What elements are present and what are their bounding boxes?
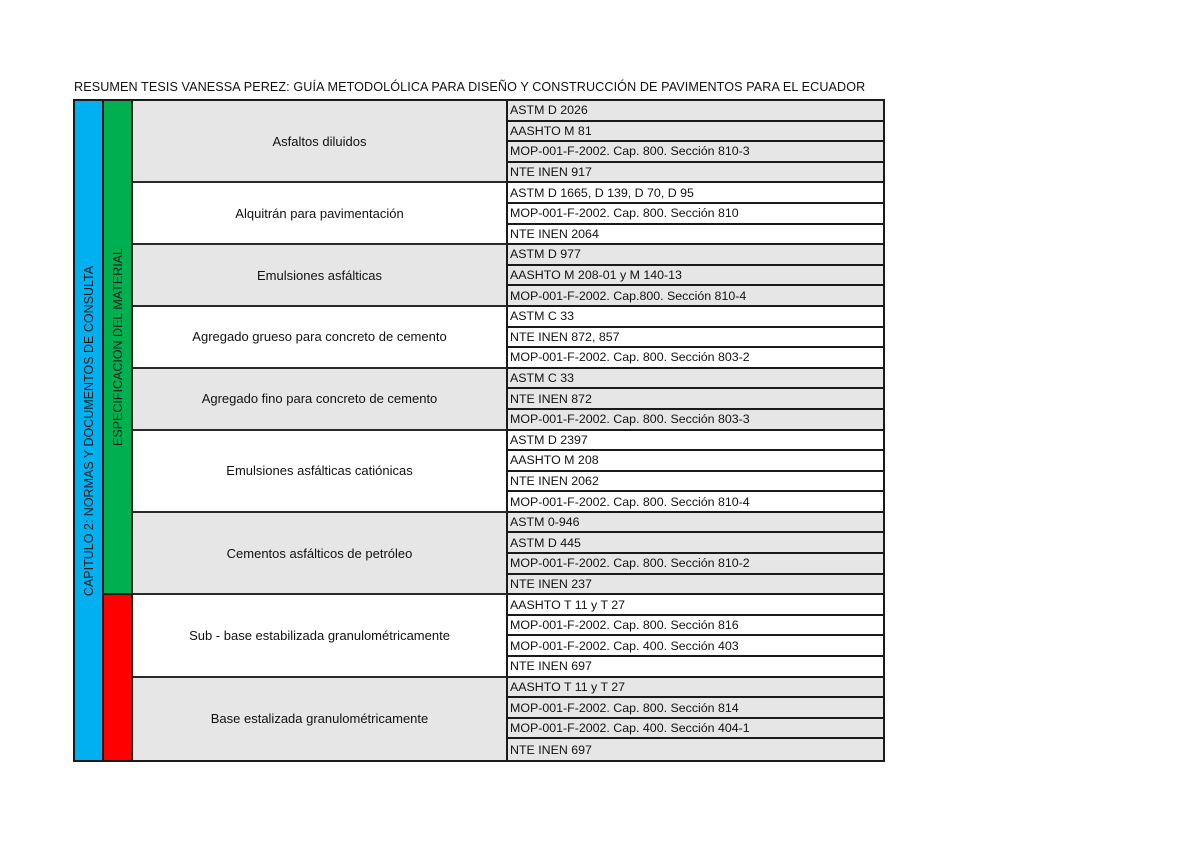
material-group — [133, 595, 508, 677]
material-name: Cementos asfálticos de petróleo — [226, 545, 413, 561]
norm-cell: MOP-001-F-2002. Cap. 800. Sección 803-2 — [508, 348, 883, 369]
norm-cell: ASTM D 1665, D 139, D 70, D 95 — [508, 183, 883, 204]
material-group — [133, 245, 508, 307]
section-other-column — [104, 595, 133, 760]
norm-cell: ASTM D 2026 — [508, 101, 883, 122]
material-group — [133, 431, 508, 513]
norm-cell: NTE INEN 697 — [508, 657, 883, 678]
norm-cell: ASTM D 445 — [508, 533, 883, 554]
norm-cell: MOP-001-F-2002. Cap.800. Sección 810-4 — [508, 286, 883, 307]
norm-cell: ASTM D 977 — [508, 245, 883, 266]
material-name: Alquitrán para pavimentación — [235, 205, 404, 221]
material-group — [133, 513, 508, 595]
norm-cell: NTE INEN 872, 857 — [508, 328, 883, 349]
norm-cell: NTE INEN 237 — [508, 575, 883, 596]
section-label: ESPECIFICACION DEL MATERIAL — [110, 248, 125, 447]
norm-cell: MOP-001-F-2002. Cap. 400. Sección 403 — [508, 636, 883, 657]
norm-cell: NTE INEN 2064 — [508, 225, 883, 246]
material-name: Emulsiones asfálticas — [257, 267, 382, 283]
norm-cell: ASTM D 2397 — [508, 431, 883, 452]
material-name: Agregado grueso para concreto de cemento — [192, 329, 447, 345]
norm-cell: AASHTO M 81 — [508, 122, 883, 143]
norm-cell: MOP-001-F-2002. Cap. 800. Sección 803-3 — [508, 410, 883, 431]
material-group — [133, 307, 508, 369]
material-name: Emulsiones asfálticas catiónicas — [226, 463, 413, 479]
material-group — [133, 678, 508, 760]
norm-cell: AASHTO T 11 y T 27 — [508, 678, 883, 699]
material-name: Asfaltos diluidos — [272, 133, 367, 149]
norm-cell: MOP-001-F-2002. Cap. 800. Sección 810-2 — [508, 554, 883, 575]
chapter-label: CAPITULO 2: NORMAS Y DOCUMENTOS DE CONSULTA — [81, 265, 96, 596]
norm-cell: ASTM C 33 — [508, 369, 883, 390]
norm-cell: MOP-001-F-2002. Cap. 800. Sección 810-3 — [508, 142, 883, 163]
norm-cell: NTE INEN 872 — [508, 389, 883, 410]
norm-cell: MOP-001-F-2002. Cap. 800. Sección 816 — [508, 616, 883, 637]
material-name: Agregado fino para concreto de cemento — [201, 391, 438, 407]
material-name: Base estalizada granulométricamente — [210, 711, 429, 727]
norm-cell: MOP-001-F-2002. Cap. 800. Sección 814 — [508, 698, 883, 719]
material-group — [133, 183, 508, 245]
norm-cell: ASTM C 33 — [508, 307, 883, 328]
norms-table — [73, 99, 885, 762]
material-name: Sub - base estabilizada granulométricamente — [189, 627, 450, 643]
norm-cell: NTE INEN 917 — [508, 163, 883, 184]
norm-cell: MOP-001-F-2002. Cap. 800. Sección 810-4 — [508, 492, 883, 513]
norm-cell: NTE INEN 2062 — [508, 472, 883, 493]
document-title: RESUMEN TESIS VANESSA PEREZ: GUÍA METODOLÓLICA PARA DISEÑO Y CONSTRUCCIÓN DE PAVIMENTOS PARA EL ECUADOR — [74, 80, 866, 94]
material-group — [133, 369, 508, 431]
norm-cell: ASTM 0-946 — [508, 513, 883, 534]
section-material-column — [104, 101, 133, 595]
material-group — [133, 101, 508, 183]
norm-cell: AASHTO T 11 y T 27 — [508, 595, 883, 616]
norm-cell: AASHTO M 208 — [508, 451, 883, 472]
norm-cell: AASHTO M 208-01 y M 140-13 — [508, 266, 883, 287]
norm-cell: NTE INEN 697 — [508, 739, 883, 760]
chapter-column — [75, 101, 104, 760]
norm-cell: MOP-001-F-2002. Cap. 400. Sección 404-1 — [508, 719, 883, 740]
norm-cell: MOP-001-F-2002. Cap. 800. Sección 810 — [508, 204, 883, 225]
